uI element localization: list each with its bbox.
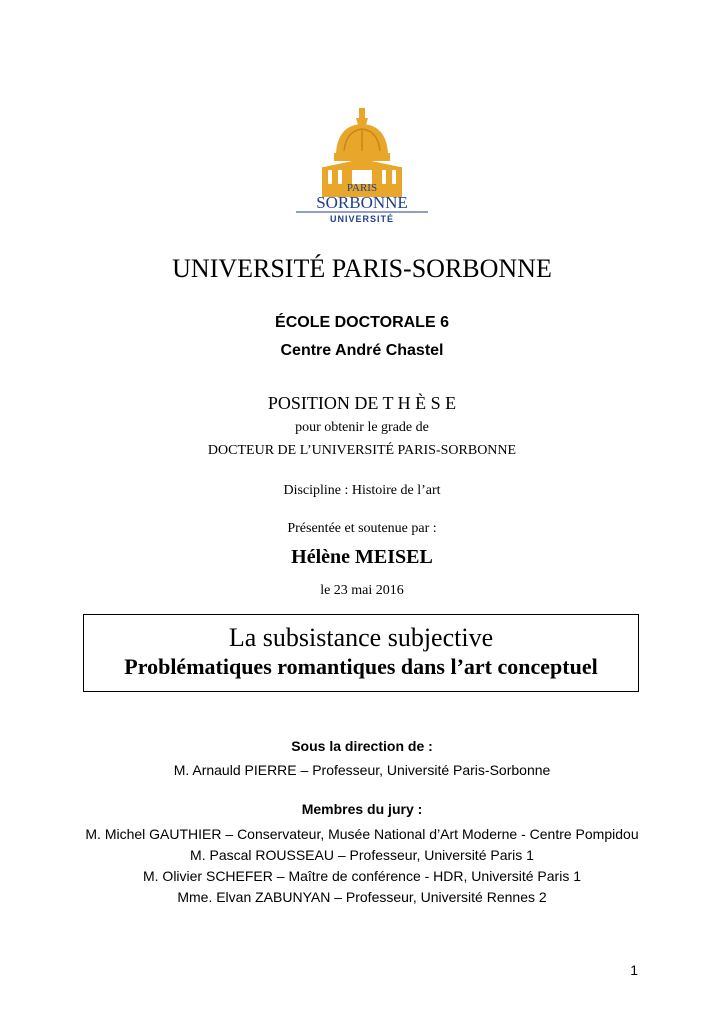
jury-member: M. Pascal ROUSSEAU – Professeur, Université Paris 1 xyxy=(190,847,534,863)
grade-intro: pour obtenir le grade de xyxy=(295,420,429,435)
sorbonne-dome-icon xyxy=(294,105,430,225)
jury-list xyxy=(0,824,724,908)
jury-member: Mme. Elvan ZABUNYAN – Professeur, Université Rennes 2 xyxy=(177,889,547,905)
director: M. Arnauld PIERRE – Professeur, Université Paris-Sorbonne xyxy=(173,762,551,778)
university-logo xyxy=(294,105,430,225)
jury-member: M. Michel GAUTHIER – Conservateur, Musée National d’Art Moderne - Centre Pompidou xyxy=(85,826,639,842)
thesis-title: La subsistance subjective xyxy=(228,623,494,652)
jury-heading: Membres du jury : xyxy=(301,801,423,817)
direction-heading: Sous la direction de : xyxy=(291,738,433,754)
author-name: Hélène MEISEL xyxy=(291,546,433,568)
research-centre: Centre André Chastel xyxy=(280,342,444,359)
presented-by-label: Présentée et soutenue par : xyxy=(287,521,437,536)
logo-text-sorbonne: SORBONNE xyxy=(316,193,408,212)
position-heading: POSITION DE T H È S E xyxy=(267,393,457,413)
thesis-subtitle: Problématiques romantiques dans l’art conceptuel xyxy=(124,654,598,679)
page-number: 1 xyxy=(630,962,638,978)
defense-date: le 23 mai 2016 xyxy=(320,583,404,598)
discipline: Discipline : Histoire de l’art xyxy=(283,483,441,498)
logo-text-paris: PARIS xyxy=(346,182,378,194)
thesis-title-box xyxy=(83,614,639,692)
degree-name: DOCTEUR DE L’UNIVERSITÉ PARIS-SORBONNE xyxy=(207,443,517,458)
logo-text-universite: UNIVERSITÉ xyxy=(329,214,395,224)
ecole-doctorale: ÉCOLE DOCTORALE 6 xyxy=(275,314,449,331)
university-title: UNIVERSITÉ PARIS-SORBONNE xyxy=(172,254,552,283)
jury-member: M. Olivier SCHEFER – Maître de conférence - HDR, Université Paris 1 xyxy=(142,868,581,884)
